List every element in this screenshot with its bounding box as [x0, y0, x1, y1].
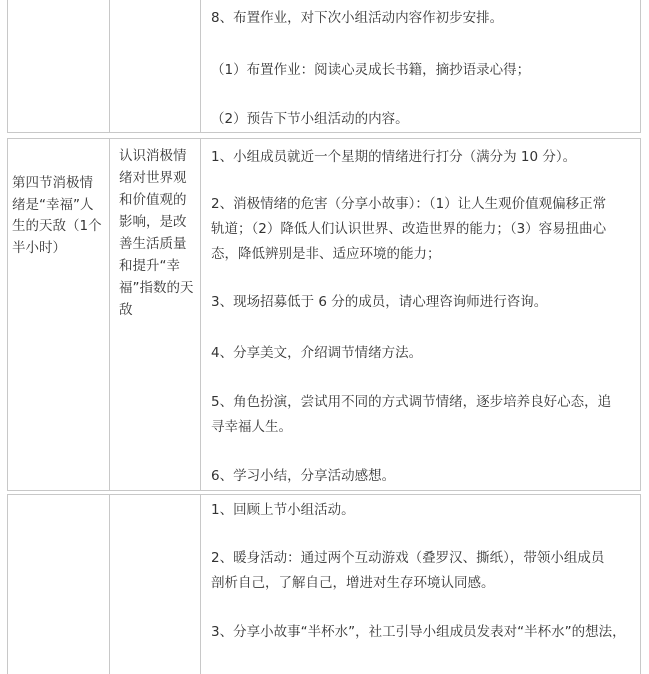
table-row [7, 494, 641, 674]
content-line: 态，降低辨别是非、适应环境的能力； [211, 246, 441, 262]
content-line: 2、暖身活动：通过两个互动游戏（叠罗汉、撕纸），带领小组成员 [211, 550, 605, 566]
session-cell [8, 0, 110, 132]
content-line: 8、布置作业，对下次小组活动内容作初步安排。 [211, 10, 504, 26]
content-line: 1、小组成员就近一个星期的情绪进行打分（满分为 10 分）。 [211, 149, 577, 165]
session-cell [8, 495, 110, 674]
content-cell [202, 0, 640, 132]
activity-table [7, 0, 641, 660]
content-cell [202, 495, 640, 674]
session-cell [8, 139, 110, 490]
content-line: 1、回顾上节小组活动。 [211, 502, 355, 518]
goal-cell [111, 495, 201, 674]
session-title: 第四节消极情绪是“幸福”人生的天敌（1个半小时） [12, 175, 102, 256]
content-line: 2、消极情绪的危害（分享小故事）：（1）让人生观价值观偏移正常 [211, 196, 607, 212]
table-row [7, 138, 641, 491]
goal-cell [111, 0, 201, 132]
content-line: 3、现场招募低于 6 分的成员，请心理咨询师进行咨询。 [211, 294, 548, 310]
content-line: （2）预告下节小组活动的内容。 [211, 111, 409, 127]
content-line: 4、分享美文，介绍调节情绪方法。 [211, 345, 423, 361]
content-line: 6、学习小结，分享活动感想。 [211, 468, 396, 484]
content-line: 轨道；（2）降低人们认识世界、改造世界的能力；（3）容易扭曲心 [211, 221, 607, 237]
content-line: （1）布置作业：阅读心灵成长书籍，摘抄语录心得； [211, 62, 531, 78]
content-line: 剖析自己，了解自己，增进对生存环境认同感。 [211, 575, 495, 591]
content-cell [202, 139, 640, 490]
table-row [7, 0, 641, 133]
session-goal: 认识消极情绪对世界观和价值观的影响，是改善生活质量和提升“幸福”指数的天敌 [119, 148, 194, 318]
content-line: 寻幸福人生。 [211, 419, 292, 435]
content-line: 3、分享小故事“半杯水”，社工引导小组成员发表对“半杯水”的想法， [211, 624, 626, 640]
content-line: 5、角色扮演，尝试用不同的方式调节情绪，逐步培养良好心态，追 [211, 394, 612, 410]
goal-cell [111, 139, 201, 490]
